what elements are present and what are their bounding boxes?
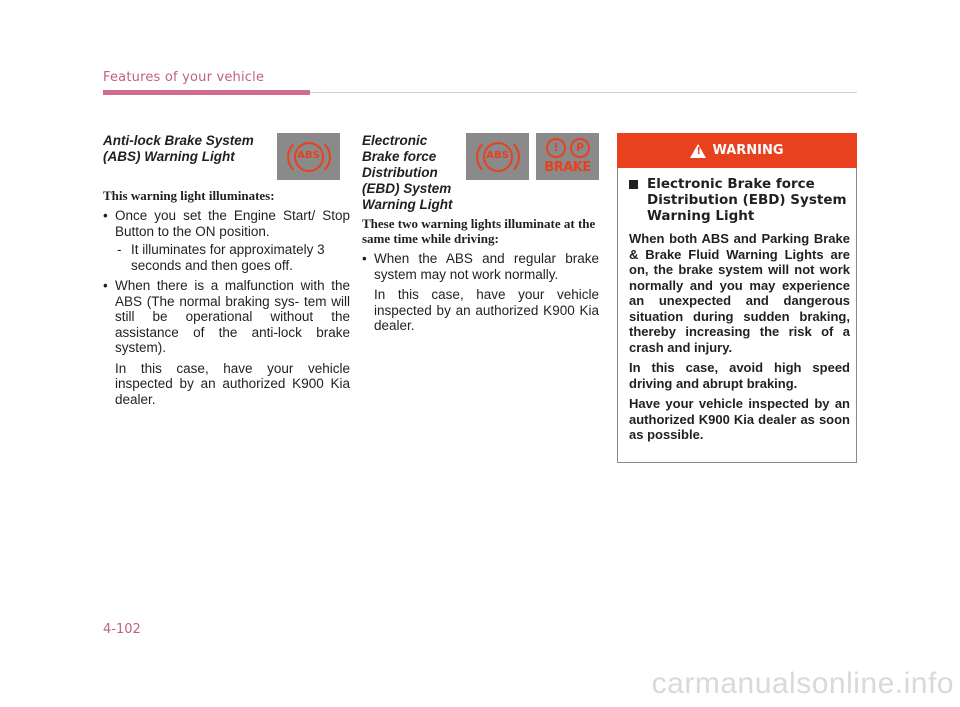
abs-heading-line1: Anti-lock Brake System [103,133,254,148]
ebd-heading-line2: Brake force [362,149,437,164]
abs-icon-label: ABS [297,150,320,161]
warning-triangle-icon: ! [690,144,706,158]
parking-p-symbol: P [575,141,585,154]
abs-sub-text: It illuminates for approximately 3 seconds and then goes off. [131,242,325,273]
abs-sub-bullet-1 [103,242,350,273]
brake-icon-label: BRAKE [544,160,591,175]
parking-p-ring-icon [570,138,590,158]
abs-warning-light-icon [277,133,340,180]
square-bullet-icon [629,180,638,189]
ebd-heading-line4: (EBD) System [362,181,452,196]
ebd-para: In this case, have your vehicle inspected by an authorized K900 Kia dealer. [374,287,599,333]
abs-body [103,188,350,407]
ebd-heading-line5: Warning Light [362,197,453,212]
abs-lead: This warning light illuminates: [103,188,275,203]
abs-heading-line2: (ABS) Warning Light [103,149,235,164]
warning-header-label: WARNING [712,143,784,158]
header-accent-bar [103,90,310,95]
warning-paragraph-2: In this case, avoid high speed driving and abrupt braking. [629,360,850,391]
ebd-heading-line3: Distribution [362,165,438,180]
ebd-heading [362,133,472,213]
ebd-abs-light-icon [466,133,529,180]
abs-para: In this case, have your vehicle inspected by an authorized K900 Kia dealer. [115,360,350,407]
warning-header [617,133,857,168]
ebd-heading-line1: Electronic [362,133,428,148]
ebd-bullet-1: • When the ABS and regular brake system may not work normally. [362,251,599,282]
section-title: Features of your vehicle [103,70,265,85]
abs-bullet-1: • Once you set the Engine Start/ Stop Button to the ON position. [103,208,350,239]
warning-paragraph-3: Have your vehicle inspected by an authorized K900 Kia dealer as soon as possible. [629,396,850,442]
brake-exclamation-ring-icon [546,138,566,158]
watermark: carmanualsonline.info [651,667,954,700]
warning-body [629,231,850,448]
warning-title [629,176,849,224]
ebd-abs-icon-label: ABS [486,150,509,161]
warning-title-text: Electronic Brake force Distribution (EBD) System Warning Light [647,176,847,224]
ebd-lead: These two warning lights illuminate at the same time while driving: [362,216,596,246]
abs-sub-dash: - [117,242,122,257]
warning-paragraph-1: When both ABS and Parking Brake & Brake Fluid Warning Lights are on, the brake system will not work normally and you may experience an unexpected and dangerous situation during sudden braking, thereby increasing the risk of a crash and injury. [629,231,850,355]
brake-warning-light-icon [536,133,599,180]
page-number: 4-102 [103,622,141,637]
abs-heading [103,133,278,165]
abs-bullet-2: • When there is a malfunction with the ABS (The normal braking sys- tem will still be operational without the assistance of the anti-lock brake system). [103,278,350,356]
ebd-body [362,216,599,334]
brake-exclamation-symbol: ! [553,141,559,154]
